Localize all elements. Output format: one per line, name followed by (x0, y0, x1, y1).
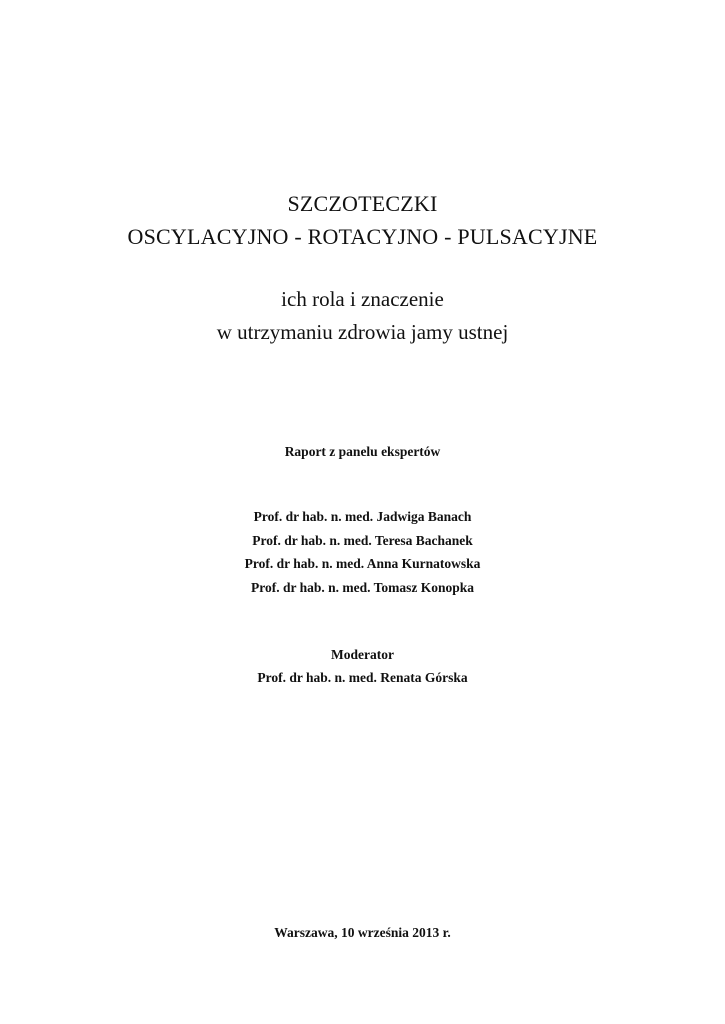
expert-name: Prof. dr hab. n. med. Tomasz Konopka (250, 580, 475, 595)
title-line-2: OSCYLACYJNO - ROTACYJNO - PULSACYJNE (127, 224, 598, 249)
place-date: Warszawa, 10 września 2013 r. (274, 925, 451, 940)
expert-name: Prof. dr hab. n. med. Jadwiga Banach (253, 509, 472, 524)
subtitle-line-1: ich rola i znaczenie (281, 287, 444, 311)
subtitle-line-2: w utrzymaniu zdrowia jamy ustnej (216, 320, 509, 344)
moderator-label: Moderator (331, 647, 394, 662)
expert-name: Prof. dr hab. n. med. Anna Kurnatowska (244, 556, 481, 571)
report-label: Raport z panelu ekspertów (284, 444, 441, 459)
moderator-name: Prof. dr hab. n. med. Renata Górska (257, 670, 468, 685)
title-line-1: SZCZOTECZKI (287, 191, 438, 216)
expert-name: Prof. dr hab. n. med. Teresa Bachanek (252, 533, 473, 548)
